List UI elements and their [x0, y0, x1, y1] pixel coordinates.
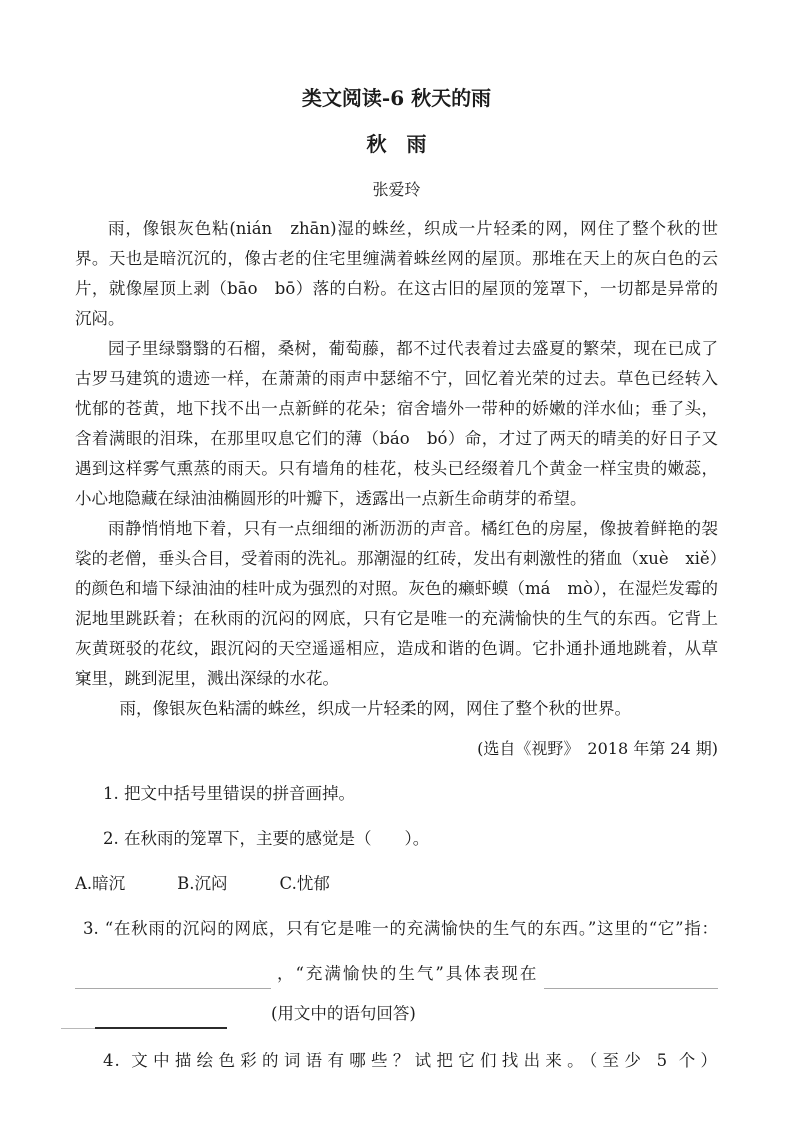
question-3: 3. “在秋雨的沉闷的网底，只有它是唯一的充满愉快的生气的东西。”这里的“它”指： — [83, 919, 718, 939]
essay-paragraph-1: 雨，像银灰色粘(nián zhān)湿的蛛丝，织成一片轻柔的网，网住了整个秋的世界。天也是暗沉沉的，像古老的住宅里缠满着蛛丝网的屋顶。那堆在天上的灰白色的云片，就像屋顶上剥（bāo bō）落的白粉。在这古旧的屋顶的笼罩下，一切都是异常的沉闷。 — [75, 219, 718, 329]
question-3-note-line — [75, 999, 718, 1029]
essay-paragraph-4: 雨，像银灰色粘濡的蛛丝，织成一片轻柔的网，网住了整个秋的世界。 — [119, 699, 632, 719]
question-2: 2. 在秋雨的笼罩下，主要的感觉是（ ）。 — [103, 829, 430, 849]
option-a: A.暗沉 — [75, 874, 126, 894]
answer-note: (用文中的语句回答) — [271, 1004, 416, 1024]
question-3-fill-line — [75, 959, 718, 989]
essay-body — [75, 214, 718, 724]
option-c: C.忧郁 — [279, 874, 330, 894]
author-name: 张爱玲 — [372, 180, 421, 199]
question-3-mid-text: ，“充满愉快的生气”具体表现在 — [277, 964, 539, 984]
essay-paragraph-3: 雨静悄悄地下着，只有一点细细的淅沥沥的声音。橘红色的房屋，像披着鲜艳的袈裟的老僧，垂头合目，受着雨的洗礼。那潮湿的红砖，发出有刺激性的猪血（xuè xiě）的颜色和墙下绿油油的桂叶成为强烈的对照。灰色的癞虾蟆（má mò），在湿烂发霉的泥地里跳跃着；在秋雨的沉闷的网底，只有它是唯一的充满愉快的生气的东西。它背上灰黄斑驳的花纹，跟沉闷的天空遥遥相应，造成和谐的色调。它扑通扑通地跳着，从草窠里，跳到泥里，溅出深绿的水花。 — [75, 519, 718, 689]
doc-title: 类文阅读-6 秋天的雨 — [301, 86, 492, 110]
essay-paragraph-2: 园子里绿翳翳的石榴，桑树，葡萄藤，都不过代表着过去盛夏的繁荣，现在已成了古罗马建筑的遗迹一样，在萧萧的雨声中瑟缩不宁，回忆着光荣的过去。草色已经转入忧郁的苍黄，地下找不出一点新鲜的花朵；宿舍墙外一带种的娇嫩的洋水仙；垂了头，含着满眼的泪珠，在那里叹息它们的薄（báo bó）命，才过了两天的晴美的好日子又遇到这样雾气熏蒸的雨天。只有墙角的桂花，枝头已经缀着几个黄金一样宝贵的嫩蕊，小心地隐藏在绿油油椭圆形的叶瓣下，透露出一点新生命萌芽的希望。 — [75, 339, 718, 509]
answer-blank-stub — [61, 1004, 95, 1029]
source-attribution: (选自《视野》 2018 年第 24 期) — [477, 739, 718, 759]
question-4: 4. 文中描绘色彩的词语有哪些？试把它们找出来。（至少 5 个） — [103, 1051, 718, 1071]
question-1: 1. 把文中括号里错误的拼音画掉。 — [103, 784, 355, 804]
questions-section — [75, 779, 718, 1076]
option-b: B.沉闷 — [177, 874, 228, 894]
answer-blank-1 — [75, 964, 271, 989]
answer-blank-3 — [95, 1004, 227, 1029]
answer-blank-2 — [544, 964, 718, 989]
essay-title: 秋 雨 — [366, 132, 427, 156]
question-2-options — [75, 869, 718, 899]
